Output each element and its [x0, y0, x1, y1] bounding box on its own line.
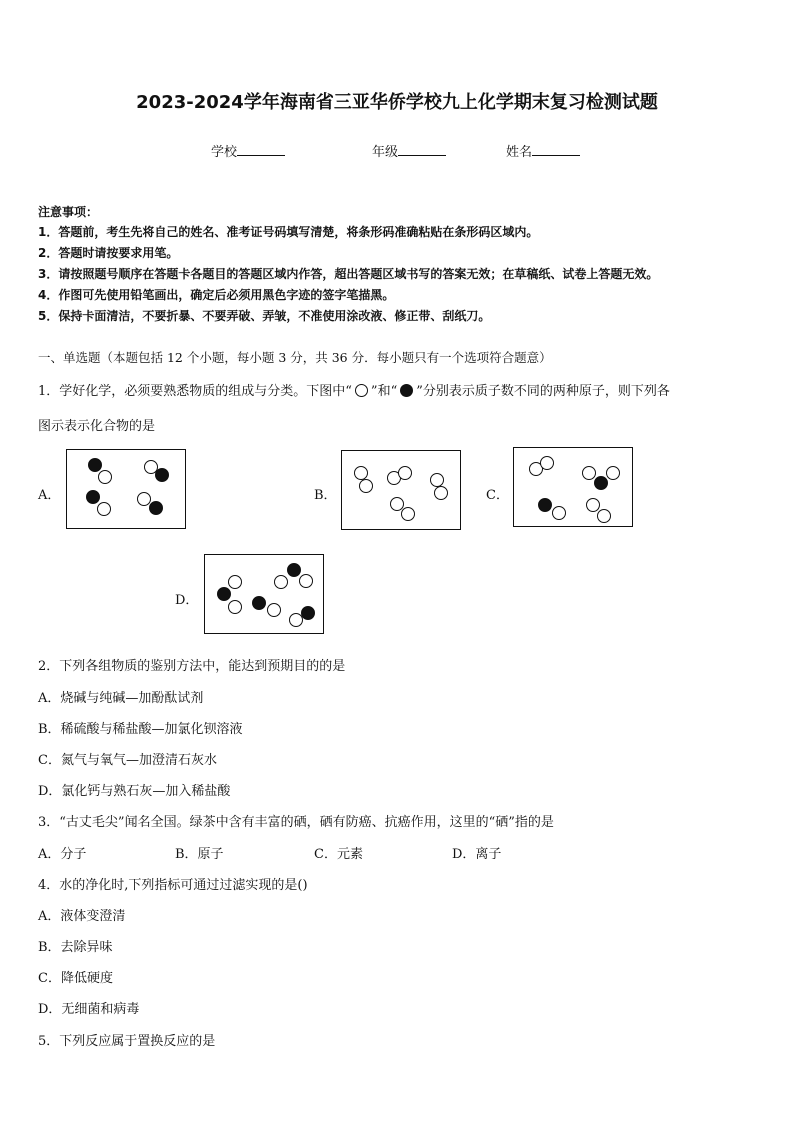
- white-atom-icon: [552, 506, 566, 520]
- note-item-5: 5．保持卡面清洁，不要折暴、不要弄破、弄皱，不准使用涂改液、修正带、刮纸刀。: [38, 309, 491, 323]
- black-atom-icon: [538, 498, 552, 512]
- q4-option-a: A．液体变澄清: [38, 909, 126, 924]
- q3-option-b: B．原子: [175, 847, 224, 862]
- black-atom-icon: [301, 606, 315, 620]
- q1-stem-line1: 1．学好化学，必须要熟悉物质的组成与分类。下图中“ ”和“ ”分别表示质子数不同的两种原子，则下列各: [38, 384, 670, 399]
- q3-option-d: D．离子: [452, 847, 502, 862]
- q2-stem: 2．下列各组物质的鉴别方法中，能达到预期目的的是: [38, 659, 346, 674]
- q1-option-d-label: D．: [175, 593, 199, 608]
- note-item-2: 2．答题时请按要求用笔。: [38, 246, 179, 260]
- grade-label: 年级: [372, 145, 399, 160]
- q3-option-a: A．分子: [38, 847, 87, 862]
- white-atom-icon: [228, 600, 242, 614]
- white-atom-icon: [97, 502, 111, 516]
- black-atom-icon: [149, 501, 163, 515]
- q4-option-c: C．降低硬度: [38, 971, 113, 986]
- name-label: 姓名: [506, 145, 533, 160]
- q1-option-b-label: B．: [314, 488, 337, 503]
- school-blank: [237, 143, 285, 156]
- black-atom-icon: [217, 587, 231, 601]
- black-atom-icon: [155, 468, 169, 482]
- note-item-1: 1．答题前，考生先将自己的姓名、准考证号码填写清楚，将条形码准确粘贴在条形码区域内。: [38, 225, 539, 239]
- notes-heading: 注意事项：: [38, 205, 99, 219]
- q2-option-d: D．氯化钙与熟石灰—加入稀盐酸: [38, 784, 231, 799]
- white-atom-icon: [299, 574, 313, 588]
- white-atom-icon: [359, 479, 373, 493]
- name-field: [506, 141, 580, 160]
- black-atom-icon: [252, 596, 266, 610]
- school-field: [211, 141, 285, 160]
- black-atom-icon: [287, 563, 301, 577]
- q3-stem: 3．“古丈毛尖”闻名全国。绿茶中含有丰富的硒，硒有防癌、抗癌作用，这里的“硒”指的是: [38, 815, 554, 830]
- school-label: 学校: [211, 145, 238, 160]
- q4-option-b: B．去除异味: [38, 940, 113, 955]
- white-atom-icon: [540, 456, 554, 470]
- grade-field: [372, 141, 446, 160]
- white-atom-icon: [597, 509, 611, 523]
- white-atom-icon: [398, 466, 412, 480]
- q2-option-b: B．稀硫酸与稀盐酸—加氯化钡溶液: [38, 722, 243, 737]
- note-item-3: 3．请按照题号顺序在答题卡各题目的答题区域内作答，超出答题区域书写的答案无效；在草稿纸、试卷上答题无效。: [38, 267, 659, 281]
- name-blank: [532, 143, 580, 156]
- white-atom-icon: [606, 466, 620, 480]
- q1-option-b-diagram: [341, 450, 461, 530]
- white-atom-icon: [354, 466, 368, 480]
- black-atom-icon: [86, 490, 100, 504]
- section-heading: 一、单选题（本题包括 12 个小题，每小题 3 分，共 36 分．每小题只有一个选项符合题意）: [38, 350, 552, 365]
- q2-option-a: A．烧碱与纯碱—加酚酞试剂: [38, 691, 204, 706]
- white-atom-icon: [355, 384, 368, 397]
- black-atom-icon: [88, 458, 102, 472]
- white-atom-icon: [401, 507, 415, 521]
- q1-option-c-diagram: [513, 447, 633, 527]
- grade-blank: [398, 143, 446, 156]
- white-atom-icon: [274, 575, 288, 589]
- q2-option-c: C．氮气与氧气—加澄清石灰水: [38, 753, 217, 768]
- black-atom-icon: [400, 384, 413, 397]
- white-atom-icon: [98, 470, 112, 484]
- white-atom-icon: [582, 466, 596, 480]
- white-atom-icon: [430, 473, 444, 487]
- q4-stem: 4．水的净化时,下列指标可通过过滤实现的是(): [38, 878, 308, 893]
- q1-option-a-diagram: [66, 449, 186, 529]
- q4-option-d: D．无细菌和病毒: [38, 1002, 140, 1017]
- page-title: 2023-2024学年海南省三亚华侨学校九上化学期末复习检测试题: [136, 92, 658, 113]
- white-atom-icon: [434, 486, 448, 500]
- q3-option-c: C．元素: [314, 847, 363, 862]
- q1-option-a-label: A．: [38, 488, 61, 503]
- q1-stem-line2: 图示表示化合物的是: [38, 419, 156, 434]
- white-atom-icon: [267, 603, 281, 617]
- black-atom-icon: [594, 476, 608, 490]
- q5-stem: 5．下列反应属于置换反应的是: [38, 1034, 216, 1049]
- note-item-4: 4．作图可先使用铅笔画出，确定后必须用黑色字迹的签字笔描黑。: [38, 288, 395, 302]
- q1-option-d-diagram: [204, 554, 324, 634]
- white-atom-icon: [586, 498, 600, 512]
- white-atom-icon: [228, 575, 242, 589]
- q1-option-c-label: C．: [486, 488, 509, 503]
